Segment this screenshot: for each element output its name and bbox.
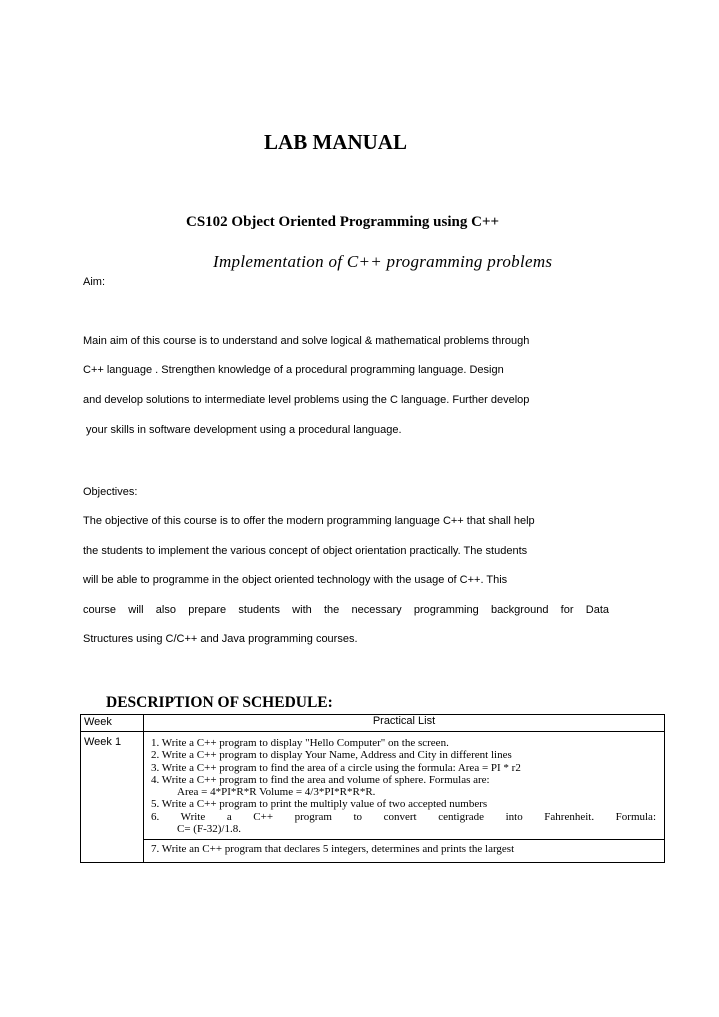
document-title: LAB MANUAL	[264, 130, 407, 154]
practical-item: 6. Write a C++ program to convert centigrade into Fahrenheit. Formula:	[151, 810, 656, 823]
table-row	[81, 732, 665, 863]
practical-item: 2. Write a C++ program to display Your Name, Address and City in different lines	[151, 749, 512, 762]
aim-line: your skills in software development using a procedural language.	[83, 424, 402, 436]
document-subtitle: Implementation of C++ programming problems	[213, 252, 553, 271]
aim-line: and develop solutions to intermediate level problems using the C language. Further develop	[83, 394, 530, 406]
practical-item: 3. Write a C++ program to find the area of a circle using the formula: Area = PI * r2	[151, 761, 521, 774]
objectives-label: Objectives:	[83, 486, 138, 498]
objectives-line: the students to implement the various concept of object orientation practically. The students	[83, 545, 528, 557]
practical-item: 4. Write a C++ program to find the area and volume of sphere. Formulas are:	[151, 773, 490, 786]
aim-line: C++ language . Strengthen knowledge of a procedural programming language. Design	[83, 364, 504, 376]
objectives-line: course will also prepare students with the necessary programming background for Data	[83, 604, 609, 616]
practical-item: 5. Write a C++ program to print the multiply value of two accepted numbers	[151, 798, 488, 811]
practical-item: 1. Write a C++ program to display "Hello Computer" on the screen.	[151, 737, 449, 749]
objectives-line: The objective of this course is to offer the modern programming language C++ that shall help	[83, 515, 535, 527]
aim-label: Aim:	[83, 276, 105, 288]
practical-list-column-header: Practical List	[144, 715, 665, 732]
aim-line: Main aim of this course is to understand and solve logical & mathematical problems through	[83, 335, 530, 347]
practical-item-continuation: C= (F-32)/1.8.	[177, 823, 241, 836]
practical-item: 7. Write an C++ program that declares 5 integers, determines and prints the largest	[144, 839, 664, 857]
course-title: CS102 Object Oriented Programming using C++	[186, 214, 500, 230]
schedule-table	[80, 714, 665, 863]
practical-list-cell	[144, 732, 665, 863]
table-header-row	[81, 715, 665, 732]
objectives-line: will be able to programme in the object oriented technology with the usage of C++. This	[83, 574, 508, 586]
objectives-line: Structures using C/C++ and Java programming courses.	[83, 633, 358, 645]
week-column-header: Week	[81, 715, 144, 732]
schedule-heading: DESCRIPTION OF SCHEDULE:	[106, 694, 333, 711]
week-cell: Week 1	[81, 732, 144, 863]
practical-item-continuation: Area = 4*PI*R*R Volume = 4/3*PI*R*R*R.	[177, 786, 376, 799]
